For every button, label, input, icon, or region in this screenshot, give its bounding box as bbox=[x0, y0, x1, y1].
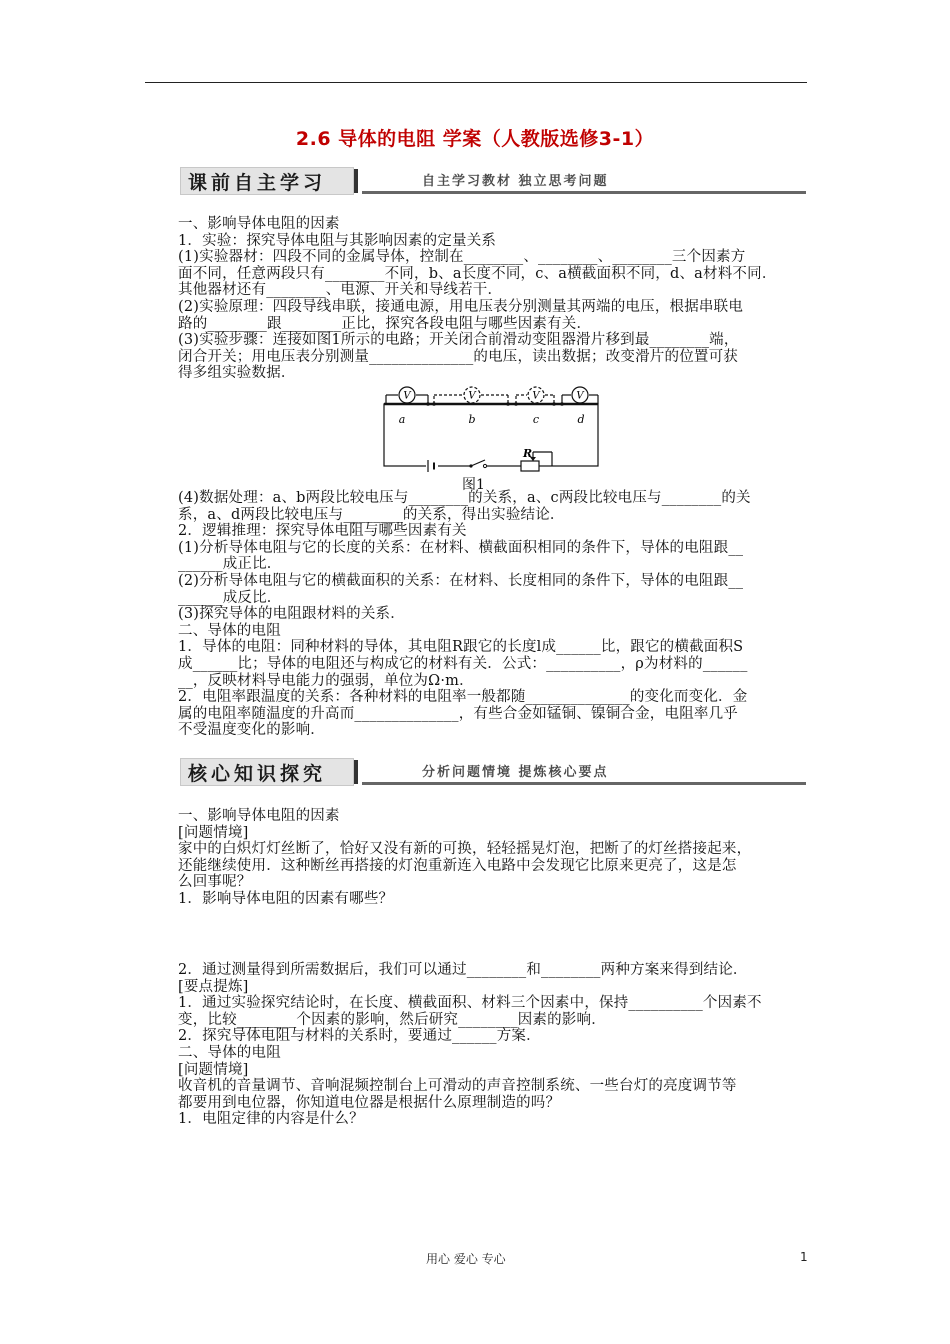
text-line: 2．逻辑推理：探究导体电阻与哪些因素有关 bbox=[178, 523, 467, 540]
preview-part-1 bbox=[178, 216, 808, 382]
segment-label-d: d bbox=[577, 413, 585, 426]
segment-label-c: c bbox=[532, 413, 540, 426]
text-line: 系，a、d两段比较电压与________的关系，得出实验结论． bbox=[178, 506, 565, 523]
text-line: ______成反比． bbox=[178, 589, 282, 606]
section-banner-core bbox=[180, 758, 806, 786]
text-line: 2．电阻率跟温度的关系：各种材料的电阻率一般都随______________的变化而变化．金 bbox=[178, 689, 748, 706]
text-line: 不受温度变化的影响． bbox=[178, 722, 325, 739]
core-part-1 bbox=[178, 808, 808, 908]
text-line: ______成正比． bbox=[178, 556, 282, 573]
text-line: [问题情境] bbox=[178, 1061, 249, 1078]
text-line: 属的电阻率随温度的升高而______________，有些合金如锰铜、镍铜合金，电阻率几乎 bbox=[178, 705, 738, 722]
document-title: 2.6 导体的电阻 学案（人教版选修3-1） bbox=[295, 128, 655, 150]
text-line: 二、导体的电阻 bbox=[178, 1044, 281, 1061]
text-line: [要点提炼] bbox=[178, 978, 249, 995]
text-line: 得多组实验数据． bbox=[178, 365, 296, 382]
text-line: 家中的白炽灯灯丝断了，恰好又没有新的可换，轻轻摇晃灯泡，把断了的灯丝搭接起来， bbox=[178, 841, 752, 858]
core-part-2 bbox=[178, 962, 808, 1128]
text-line: [问题情境] bbox=[178, 824, 249, 841]
text-line: 面不同，任意两段只有________不同，b、a长度不同，c、a横截面积不同，d、a材料不同． bbox=[178, 265, 777, 282]
meter-symbol-c: V bbox=[532, 390, 540, 402]
header-rule bbox=[145, 82, 807, 83]
text-line: 1．影响导体电阻的因素有哪些？ bbox=[178, 890, 394, 907]
segment-label-b: b bbox=[468, 413, 476, 426]
banner-rule bbox=[362, 191, 806, 194]
text-line: 变，比较________个因素的影响，然后研究________因素的影响． bbox=[178, 1011, 606, 1028]
meter-symbol-d: V bbox=[576, 390, 584, 402]
text-line: 一、影响导体电阻的因素 bbox=[178, 808, 340, 824]
banner-title: 核心知识探究 bbox=[188, 763, 327, 785]
page-number: 1 bbox=[800, 1250, 808, 1264]
footer-slogan: 用心 爱心 专心 bbox=[426, 1252, 506, 1266]
text-line: 1．电阻定律的内容是什么？ bbox=[178, 1111, 364, 1128]
meter-symbol-a: V bbox=[403, 390, 411, 402]
text-line: 闭合开关；用电压表分别测量______________的电压，读出数据；改变滑片的位置可获 bbox=[178, 348, 738, 365]
circuit-loop bbox=[384, 404, 598, 466]
text-line: 么回事呢？ bbox=[178, 874, 252, 891]
segment-label-a: a bbox=[398, 413, 406, 426]
text-line: 二、导体的电阻 bbox=[178, 622, 281, 639]
text-line: 收音机的音量调节、音响混频控制台上可滑动的声音控制系统、一些台灯的亮度调节等 bbox=[178, 1078, 737, 1095]
text-line: (3)实验步骤：连接如图1所示的电路；开关闭合前滑动变阻器滑片移到最________端， bbox=[178, 332, 739, 349]
text-line: 都要用到电位器，你知道电位器是根据什么原理制造的吗？ bbox=[178, 1094, 561, 1111]
text-line: 1．实验：探究导体电阻与其影响因素的定量关系 bbox=[178, 232, 497, 249]
meter-symbol-b: V bbox=[468, 390, 476, 402]
banner-rule bbox=[362, 782, 806, 785]
text-line: (1)分析导体电阻与它的长度的关系：在材料、横截面积相同的条件下，导体的电阻跟__ bbox=[178, 539, 744, 556]
banner-title: 课前自主学习 bbox=[188, 172, 327, 194]
section-banner-preview bbox=[180, 167, 806, 195]
text-line: (4)数据处理：a、b两段比较电压与________的关系，a、c两段比较电压与________的关 bbox=[178, 490, 751, 506]
text-line: 一、影响导体电阻的因素 bbox=[178, 216, 340, 232]
text-line: 2．通过测量得到所需数据后，我们可以通过________和________两种方案来得到结论． bbox=[178, 962, 748, 978]
text-line: 1．通过实验探究结论时，在长度、横截面积、材料三个因素中，保持__________个因素不 bbox=[178, 995, 762, 1012]
text-line: (2)分析导体电阻与它的横截面积的关系：在材料、长度相同的条件下，导体的电阻跟__ bbox=[178, 572, 744, 589]
banner-divider bbox=[354, 169, 358, 193]
rheostat-label: R bbox=[523, 447, 533, 460]
text-line: 路的________跟________正比，探究各段电阻与哪些因素有关． bbox=[178, 315, 592, 332]
banner-subtitle: 分析问题情境 提炼核心要点 bbox=[422, 765, 609, 780]
text-line: 成______比；导体的电阻还与构成它的材料有关．公式：__________，ρ为材料的______ bbox=[178, 655, 748, 672]
text-line: 其他器材还有________、电源、开关和导线若干． bbox=[178, 282, 503, 299]
banner-divider bbox=[354, 760, 358, 784]
text-line: __，反映材料导电能力的强弱，单位为Ω·m． bbox=[178, 672, 474, 689]
text-line: 还能继续使用．这种断丝再搭接的灯泡重新连入电路中会发现它比原来更亮了，这是怎 bbox=[178, 857, 737, 874]
text-line: (2)实验原理：四段导线串联，接通电源，用电压表分别测量其两端的电压，根据串联电 bbox=[178, 298, 744, 315]
circuit-diagram bbox=[378, 382, 604, 472]
rheostat-body bbox=[521, 461, 539, 471]
text-line: 1．导体的电阻：同种材料的导体，其电阻R跟它的长度l成______比，跟它的横截面积S bbox=[178, 639, 744, 656]
text-line: 2．探究导体电阻与材料的关系时，要通过______方案． bbox=[178, 1028, 541, 1045]
preview-part-2 bbox=[178, 490, 808, 739]
text-line: (1)实验器材：四段不同的金属导体，控制在________、________、________三个因素方 bbox=[178, 249, 746, 266]
text-line: (3)探究导体的电阻跟材料的关系． bbox=[178, 606, 405, 623]
figure-caption: 图1 bbox=[462, 477, 485, 493]
banner-subtitle: 自主学习教材 独立思考问题 bbox=[422, 174, 609, 189]
